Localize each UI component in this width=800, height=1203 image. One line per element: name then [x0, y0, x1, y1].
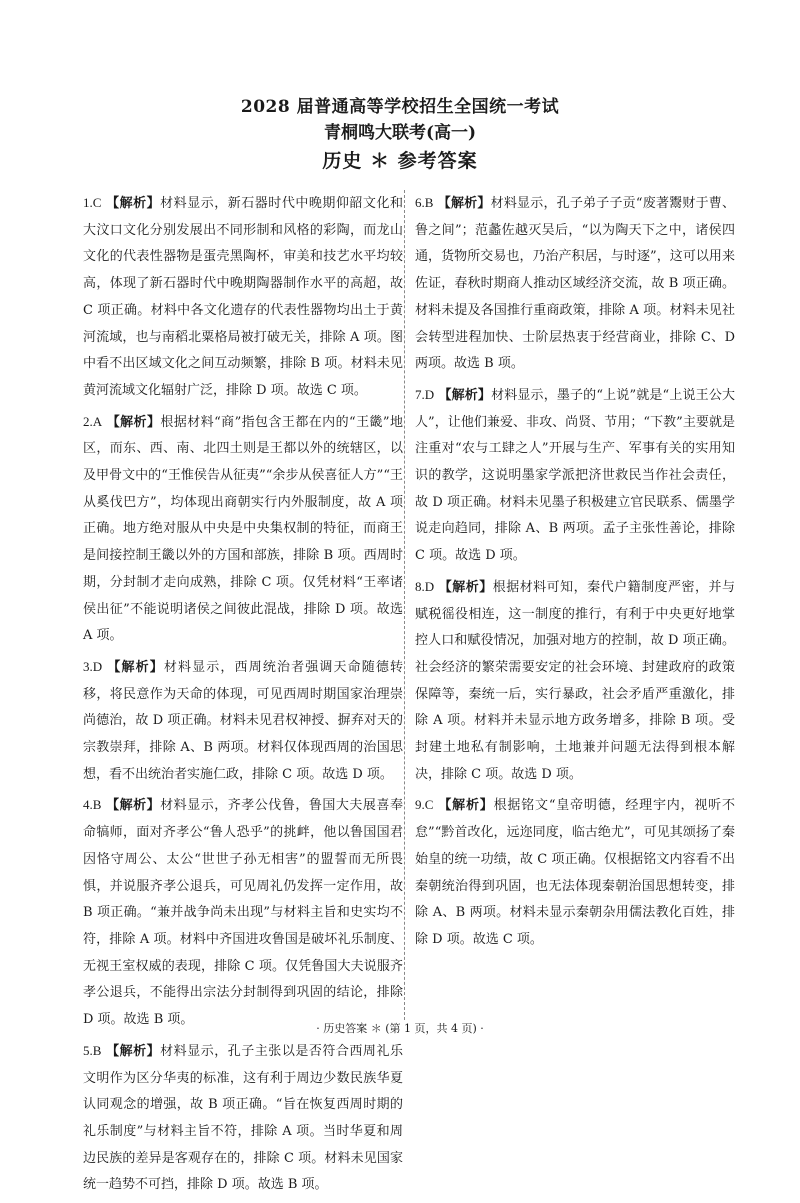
- subject-heading: 历史 ＊ 参考答案: [322, 150, 478, 172]
- answer-item-1: [83, 190, 403, 405]
- answer-item-7: [415, 382, 735, 570]
- analysis-tag: 【解析】: [437, 196, 491, 211]
- analysis-tag: 【解析】: [106, 798, 161, 814]
- answer-item-4: [83, 792, 403, 1033]
- answer-number: 7.D: [415, 386, 435, 402]
- answer-number: 1.C: [83, 195, 102, 210]
- answer-text: 根据材料“商”指包含王都在内的“王畿”地区，而东、西、南、北四土则是王都以外的统辖区，以及甲骨文中的“王惟侯告从征夷”“余步从侯喜征人方”“王从奚伐巴方”，均体现出商朝实行内外服制度，故 A 项正确。地方绝对服从中央是中央集权制的特征，而商王是间接控制王畿以外的方国和部族，排除 B 项。西周时期，分封制才走向成熟，排除 C 项。仅凭材料“王率诸侯出征”不能说明诸侯之间彼此混战，排除 D 项。故选 A 项。: [83, 414, 403, 644]
- exam-subtitle: 青桐鸣大联考(高一): [323, 123, 477, 143]
- left-column: [83, 190, 403, 1203]
- answer-item-5: [83, 1038, 403, 1199]
- answer-number: 3.D: [83, 658, 103, 674]
- answer-number: 6.B: [415, 195, 434, 210]
- answer-text: 根据材料可知，秦代户籍制度严密，并与赋税徭役相连，这一制度的推行，有利于中央更好地掌控人口和赋役情况，加强对地方的控制，故 D 项正确。社会经济的繁荣需要安定的社会环境、封建政府的政策保障等，秦统一后，实行暴政，社会矛盾严重激化，排除 A 项。材料并未显示地方政务增多，排除 B 项。受封建土地私有制影响，土地兼并问题无法得到根本解决，排除 C 项。故选 D 项。: [415, 579, 735, 782]
- answer-item-6: [415, 190, 735, 378]
- answer-number: 4.B: [83, 797, 102, 813]
- answer-text: 材料显示，墨子的“上说”就是“上说王公大人”，让他们兼爱、非攻、尚贤、节用；“下教”主要就是注重对“农与工肆之人”开展与生产、军事有关的实用知识的教学，这说明墨家学派把济世救民当作社会责任，故 D 项正确。材料未见墨子积极建立官民联系、儒墨学说走向趋同，排除 A、B 两项。孟子主张性善论，排除 C 项。故选 D 项。: [415, 387, 735, 564]
- analysis-tag: 【解析】: [438, 798, 494, 814]
- analysis-tag: 【解析】: [106, 196, 161, 211]
- answer-number: 5.B: [83, 1042, 102, 1058]
- analysis-tag: 【解析】: [106, 1043, 161, 1059]
- column-divider: [404, 190, 405, 1020]
- answer-item-9: [415, 792, 735, 953]
- answer-text: 材料显示，孔子主张以是否符合西周礼乐文明作为区分华夷的标准，这有利于周边少数民族华夏认同观念的增强，故 B 项正确。“旨在恢复西周时期的礼乐制度”与材料主旨不符，排除 A 项。当时华夏和周边民族的差异是客观存在的，排除 C 项。材料未见国家统一趋势不可挡，排除 D 项。故选 B 项。: [83, 1043, 403, 1193]
- analysis-tag: 【解析】: [107, 659, 164, 675]
- analysis-tag: 【解析】: [106, 414, 161, 430]
- answer-text: 材料显示，齐孝公伐鲁，鲁国大夫展喜奉命犒师，面对齐孝公“鲁人恐乎”的挑衅，他以鲁国国君因恪守周公、太公“世世子孙无相害”的盟誓而无所畏惧，并说服齐孝公退兵，可见周礼仍发挥一定作用，故 B 项正确。“兼并战争尚未出现”与材料主旨和史实均不符，排除 A 项。材料中齐国进攻鲁国是破坏礼乐制度、无视王室权威的表现，排除 C 项。仅凭鲁国大夫说服齐孝公退兵，不能得出宗法分封制得到巩固的结论，排除 D 项。故选 B 项。: [83, 798, 403, 1028]
- answer-text: 材料显示，新石器时代中晚期仰韶文化和大汶口文化分别发展出不同形制和风格的彩陶，而龙山文化的代表性器物是蛋壳黑陶杯，审美和技艺水平均较高，体现了新石器时代中晚期陶器制作水平的高超，故 C 项正确。材料中各文化遗存的代表性器物均出土于黄河流域，也与南稻北粟格局被打破无关，排除 A 项。图中看不出区域文化之间互动频繁，排除 B 项。材料未见黄河流域文化辐射广泛，排除 D 项。故选 C 项。: [83, 196, 403, 398]
- answer-text: 材料显示，孔子弟子子贡“废著鬻财于曹、鲁之间”；范蠡佐越灭吴后，“以为陶天下之中，诸侯四通，货物所交易也，乃治产积居，与时逐”，这可以用来佐证，春秋时期商人推动区域经济交流，故 B 项正确。材料未提及各国推行重商政策，排除 A 项。材料未见社会转型进程加快、士阶层热衷于经营商业，排除 C、D 两项。故选 B 项。: [415, 196, 735, 372]
- right-column: [415, 190, 735, 958]
- answer-item-2: [83, 409, 403, 650]
- analysis-tag: 【解析】: [438, 579, 493, 595]
- answer-number: 8.D: [415, 578, 435, 594]
- answer-text: 材料显示，西周统治者强调天命随德转移，将民意作为天命的体现，可见西周时期国家治理崇尚德治，故 D 项正确。材料未见君权神授、摒弃对天的宗教崇拜，排除 A、B 两项。材料仅体现西周的治国思想，看不出统治者实施仁政，排除 C 项。故选 D 项。: [83, 659, 403, 782]
- exam-title: 2028 届普通高等学校招生全国统一考试: [240, 97, 560, 117]
- page-footer: · 历史答案 ＊ (第 1 页，共 4 页) ·: [316, 1022, 484, 1035]
- analysis-tag: 【解析】: [438, 387, 492, 403]
- answer-number: 9.C: [415, 797, 434, 813]
- answer-item-8: [415, 574, 735, 789]
- answer-text: 根据铭文“皇帝明德，经理宇内，视听不怠”“黔首改化，远迩同度，临古绝尤”，可见其颂扬了秦始皇的统一功绩，故 C 项正确。仅根据铭文内容看不出秦朝统治得到巩固，也无法体现秦朝治国思想转变，排除 A、B 两项。材料未显示秦朝杂用儒法教化百姓，排除 D 项。故选 C 项。: [415, 798, 735, 947]
- answer-item-3: [83, 654, 403, 789]
- answer-number: 2.A: [83, 413, 103, 429]
